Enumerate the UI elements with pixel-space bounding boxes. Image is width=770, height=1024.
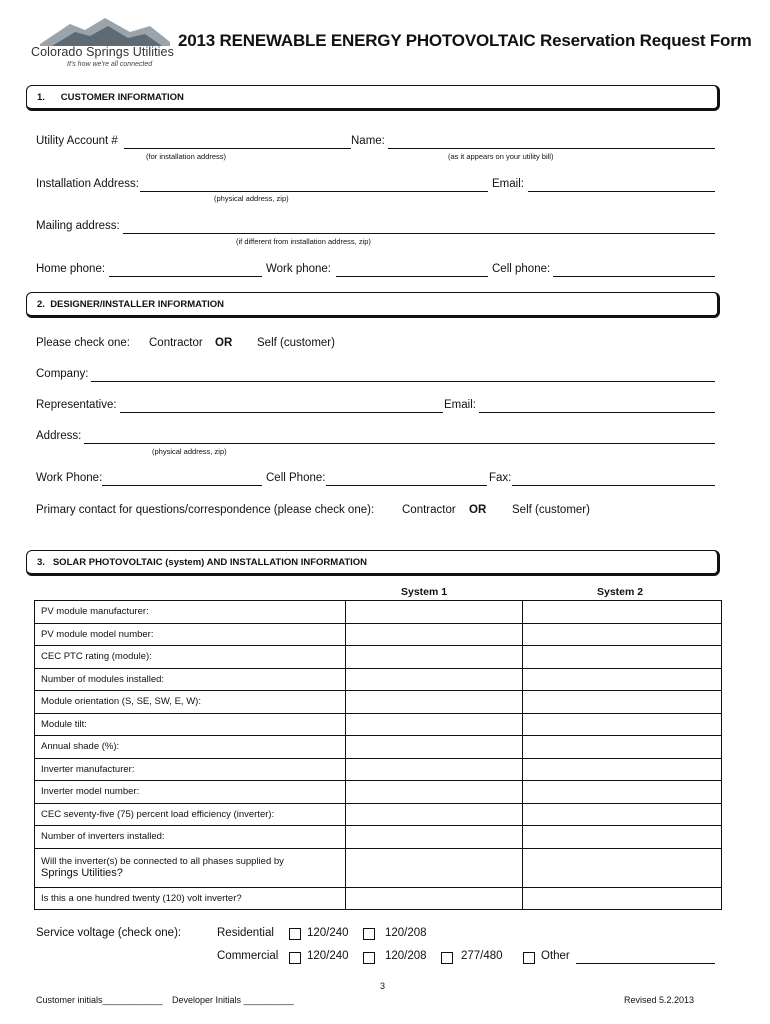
home-phone-label: Home phone: bbox=[36, 263, 106, 275]
mailing-address-field[interactable] bbox=[123, 233, 715, 234]
system-2-cell[interactable] bbox=[523, 758, 722, 781]
system-table bbox=[34, 600, 722, 910]
row-label: PV module manufacturer: bbox=[35, 601, 346, 624]
name-hint: (as it appears on your utility bill) bbox=[448, 152, 554, 161]
system-2-cell[interactable] bbox=[523, 887, 722, 910]
system-2-cell[interactable] bbox=[523, 826, 722, 849]
system-1-header: System 1 bbox=[401, 586, 448, 598]
primary-self-option[interactable]: Self (customer) bbox=[512, 504, 590, 516]
system-1-cell[interactable] bbox=[346, 781, 523, 804]
representative-label: Representative: bbox=[36, 399, 117, 411]
primary-or-label: OR bbox=[469, 504, 487, 516]
table-row bbox=[35, 736, 722, 759]
commercial-277-480-label: 277/480 bbox=[461, 950, 503, 962]
system-1-cell[interactable] bbox=[346, 736, 523, 759]
email-label: Email: bbox=[492, 178, 524, 190]
primary-contact-label: Primary contact for questions/correspondence (please check one): bbox=[36, 504, 375, 516]
table-row bbox=[35, 887, 722, 910]
home-phone-field[interactable] bbox=[109, 276, 262, 277]
system-2-cell[interactable] bbox=[523, 736, 722, 759]
installation-address-field[interactable] bbox=[140, 191, 488, 192]
utility-account-field[interactable] bbox=[124, 148, 351, 149]
installer-email-label: Email: bbox=[444, 399, 476, 411]
system-1-cell[interactable] bbox=[346, 601, 523, 624]
system-1-cell[interactable] bbox=[346, 646, 523, 669]
system-1-cell[interactable] bbox=[346, 887, 523, 910]
installer-work-phone-label: Work Phone: bbox=[36, 472, 103, 484]
system-1-cell[interactable] bbox=[346, 623, 523, 646]
system-1-cell[interactable] bbox=[346, 848, 523, 887]
table-row bbox=[35, 803, 722, 826]
installer-address-hint: (physical address, zip) bbox=[152, 447, 227, 456]
fax-label: Fax: bbox=[489, 472, 512, 484]
commercial-label: Commercial bbox=[217, 950, 279, 962]
commercial-120-208-label: 120/208 bbox=[385, 950, 427, 962]
table-row bbox=[35, 781, 722, 804]
table-row bbox=[35, 848, 722, 887]
system-2-cell[interactable] bbox=[523, 668, 722, 691]
residential-120-208-checkbox[interactable] bbox=[363, 928, 375, 940]
logo-name: Colorado Springs Utilities bbox=[31, 45, 174, 59]
utility-account-hint: (for installation address) bbox=[146, 152, 227, 161]
commercial-other-field[interactable] bbox=[576, 963, 715, 964]
table-row bbox=[35, 623, 722, 646]
system-1-cell[interactable] bbox=[346, 826, 523, 849]
self-option[interactable]: Self (customer) bbox=[257, 337, 335, 349]
check-one-label: Please check one: bbox=[36, 337, 130, 349]
installer-address-label: Address: bbox=[36, 430, 82, 442]
table-row bbox=[35, 668, 722, 691]
fax-field[interactable] bbox=[512, 485, 715, 486]
system-2-cell[interactable] bbox=[523, 691, 722, 714]
company-label: Company: bbox=[36, 368, 89, 380]
section-3-header bbox=[26, 550, 720, 576]
installation-address-hint: (physical address, zip) bbox=[214, 194, 289, 203]
row-label bbox=[35, 848, 346, 887]
system-1-cell[interactable] bbox=[346, 758, 523, 781]
system-1-cell[interactable] bbox=[346, 691, 523, 714]
installation-address-label: Installation Address: bbox=[36, 178, 139, 190]
row-label: Number of modules installed: bbox=[35, 668, 346, 691]
table-row bbox=[35, 646, 722, 669]
email-field[interactable] bbox=[528, 191, 715, 192]
commercial-other-label: Other bbox=[541, 950, 570, 962]
table-row bbox=[35, 713, 722, 736]
commercial-other-checkbox[interactable] bbox=[523, 952, 535, 964]
residential-120-208-label: 120/208 bbox=[385, 927, 427, 939]
table-row bbox=[35, 826, 722, 849]
contractor-option[interactable]: Contractor bbox=[149, 337, 203, 349]
system-2-cell[interactable] bbox=[523, 781, 722, 804]
section-1-title: 1. CUSTOMER INFORMATION bbox=[37, 92, 184, 103]
primary-contractor-option[interactable]: Contractor bbox=[402, 504, 456, 516]
section-1-header bbox=[26, 85, 720, 111]
cell-phone-label: Cell phone: bbox=[492, 263, 551, 275]
or-label: OR bbox=[215, 337, 233, 349]
residential-120-240-label: 120/240 bbox=[307, 927, 349, 939]
cell-phone-field[interactable] bbox=[553, 276, 715, 277]
row-label: PV module model number: bbox=[35, 623, 346, 646]
residential-120-240-checkbox[interactable] bbox=[289, 928, 301, 940]
system-2-cell[interactable] bbox=[523, 601, 722, 624]
mailing-address-label: Mailing address: bbox=[36, 220, 120, 232]
revised-date: Revised 5.2.2013 bbox=[624, 995, 695, 1005]
system-2-cell[interactable] bbox=[523, 848, 722, 887]
utility-account-label: Utility Account # bbox=[36, 135, 118, 147]
name-label: Name: bbox=[351, 135, 385, 147]
system-2-header: System 2 bbox=[597, 586, 644, 598]
installer-email-field[interactable] bbox=[479, 412, 715, 413]
service-voltage-label: Service voltage (check one): bbox=[36, 927, 182, 939]
row-label: Inverter model number: bbox=[35, 781, 346, 804]
commercial-120-240-checkbox[interactable] bbox=[289, 952, 301, 964]
customer-initials[interactable]: Customer initials____________ bbox=[36, 995, 163, 1005]
row-label: Is this a one hundred twenty (120) volt inverter? bbox=[35, 887, 346, 910]
work-phone-field[interactable] bbox=[336, 276, 488, 277]
name-field[interactable] bbox=[388, 148, 715, 149]
row-label: Annual shade (%): bbox=[35, 736, 346, 759]
table-row bbox=[35, 601, 722, 624]
row-label-line2: Springs Utilities? bbox=[41, 867, 123, 879]
row-label: Inverter manufacturer: bbox=[35, 758, 346, 781]
mailing-address-hint: (if different from installation address, zip) bbox=[236, 237, 371, 246]
system-2-cell[interactable] bbox=[523, 713, 722, 736]
system-2-cell[interactable] bbox=[523, 646, 722, 669]
representative-field[interactable] bbox=[120, 412, 443, 413]
work-phone-label: Work phone: bbox=[266, 263, 331, 275]
installer-address-field[interactable] bbox=[84, 443, 715, 444]
system-1-cell[interactable] bbox=[346, 803, 523, 826]
row-label: Number of inverters installed: bbox=[35, 826, 346, 849]
residential-label: Residential bbox=[217, 927, 274, 939]
row-label: Module orientation (S, SE, SW, E, W): bbox=[35, 691, 346, 714]
system-2-cell[interactable] bbox=[523, 623, 722, 646]
installer-work-phone-field[interactable] bbox=[102, 485, 262, 486]
page-title: 2013 RENEWABLE ENERGY PHOTOVOLTAIC Reservation Request Form bbox=[178, 31, 752, 50]
section-2-title: 2. DESIGNER/INSTALLER INFORMATION bbox=[37, 299, 225, 310]
table-row bbox=[35, 691, 722, 714]
installer-cell-phone-label: Cell Phone: bbox=[266, 472, 326, 484]
row-label-line1: Will the inverter(s) be connected to all phases supplied by bbox=[41, 856, 284, 867]
logo-tagline: It's how we're all connected bbox=[67, 61, 153, 68]
commercial-120-240-label: 120/240 bbox=[307, 950, 349, 962]
table-row bbox=[35, 758, 722, 781]
company-field[interactable] bbox=[91, 381, 715, 382]
system-1-cell[interactable] bbox=[346, 713, 523, 736]
system-2-cell[interactable] bbox=[523, 803, 722, 826]
row-label: CEC seventy-five (75) percent load efficiency (inverter): bbox=[35, 803, 346, 826]
section-2-header bbox=[26, 292, 720, 318]
developer-initials[interactable]: Developer Initials __________ bbox=[172, 995, 294, 1005]
row-label: CEC PTC rating (module): bbox=[35, 646, 346, 669]
section-3-title: 3. SOLAR PHOTOVOLTAIC (system) AND INSTALLATION INFORMATION bbox=[37, 557, 368, 568]
commercial-120-208-checkbox[interactable] bbox=[363, 952, 375, 964]
page-number: 3 bbox=[380, 981, 386, 991]
row-label: Module tilt: bbox=[35, 713, 346, 736]
commercial-277-480-checkbox[interactable] bbox=[441, 952, 453, 964]
system-1-cell[interactable] bbox=[346, 668, 523, 691]
installer-cell-phone-field[interactable] bbox=[326, 485, 487, 486]
